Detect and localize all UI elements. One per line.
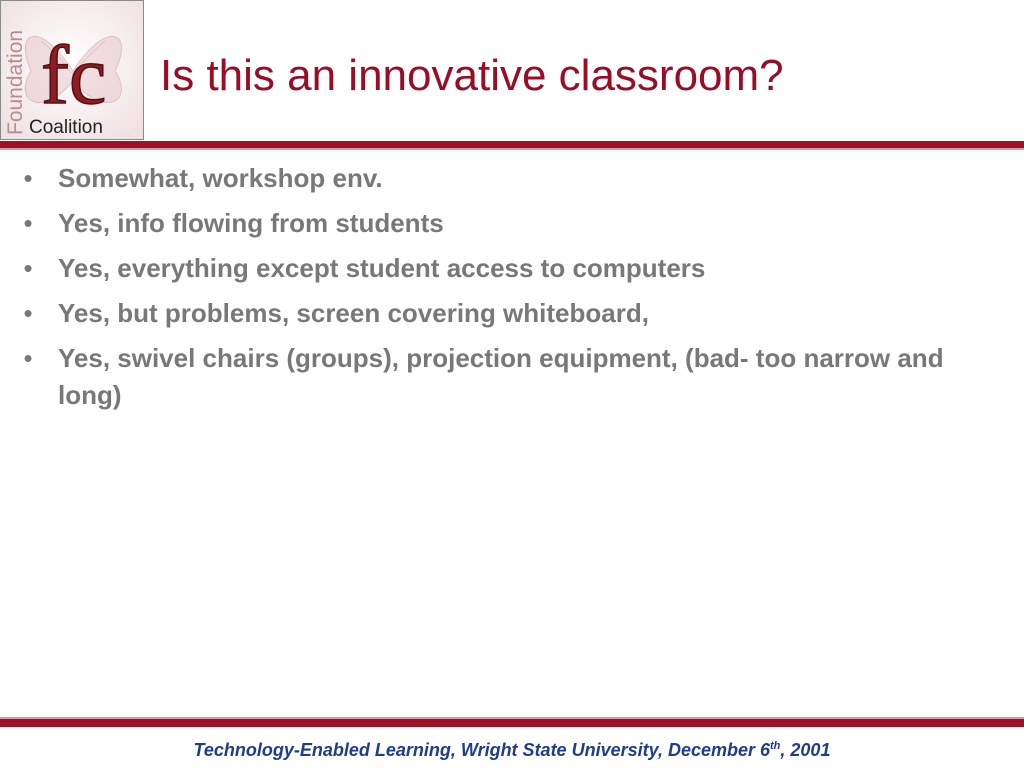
footer-text: Technology-Enabled Learning, Wright State University, December 6 (193, 740, 771, 760)
bullet-item (18, 205, 998, 242)
logo-monogram: fc (41, 29, 107, 122)
bullet-item (18, 160, 998, 197)
bullet-text: Somewhat, workshop env. (58, 163, 383, 193)
bullet-text: Yes, everything except student access to computers (58, 253, 706, 283)
foundation-coalition-logo (0, 0, 144, 140)
logo-vertical-word: Foundation (4, 29, 27, 135)
bullet-item (18, 250, 998, 287)
title-divider (0, 141, 1024, 148)
footer-year: , 2001 (780, 740, 831, 760)
bullet-icon: • (23, 343, 33, 373)
bullet-list (18, 160, 998, 422)
bullet-icon: • (23, 163, 33, 193)
bullet-icon: • (23, 253, 33, 283)
bullet-text: Yes, info flowing from students (58, 208, 444, 238)
bullet-item (18, 340, 998, 414)
title-divider-shadow (0, 148, 1024, 150)
slide-footer (0, 738, 1024, 762)
logo-caption: Coalition (29, 117, 103, 138)
bullet-item (18, 295, 998, 332)
footer-divider (0, 719, 1024, 727)
bullet-icon: • (23, 298, 33, 328)
slide-title: Is this an innovative classroom? (160, 51, 784, 100)
bullet-text: Yes, swivel chairs (groups), projection equipment, (bad- too narrow and long) (58, 343, 944, 410)
bullet-text: Yes, but problems, screen covering whiteboard, (58, 298, 649, 328)
footer-superscript: th (770, 740, 781, 752)
bullet-icon: • (23, 208, 33, 238)
